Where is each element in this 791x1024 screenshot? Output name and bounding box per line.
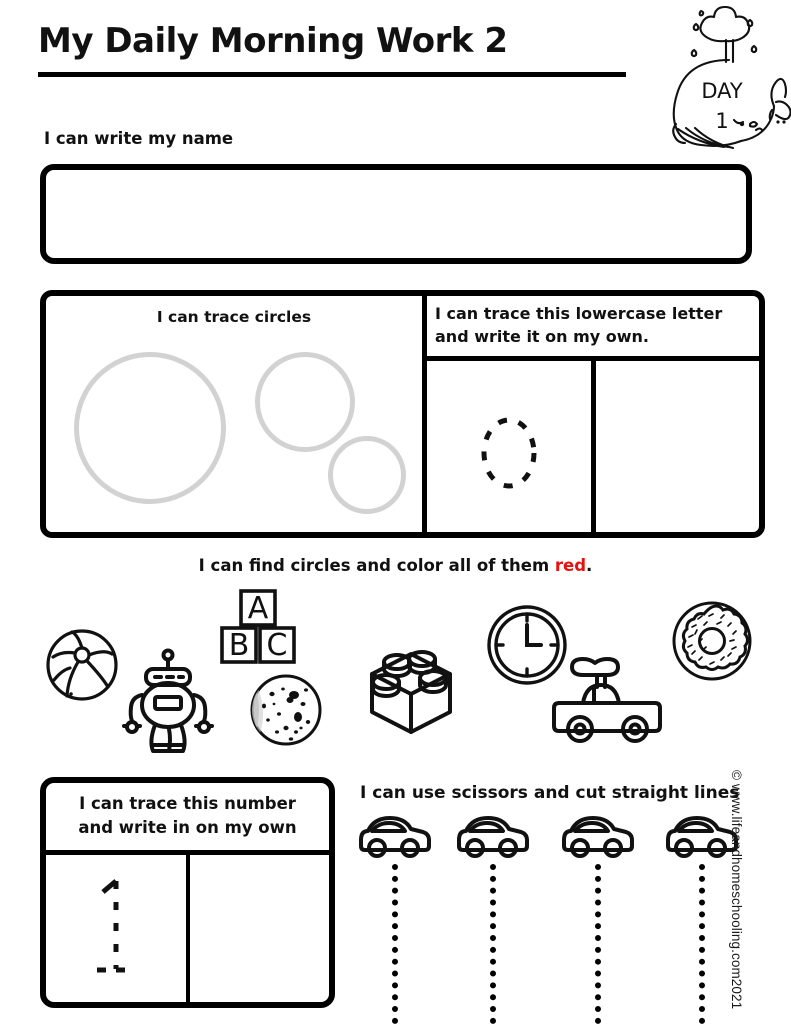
- find-circles-color-word: red: [554, 556, 587, 575]
- robot-icon[interactable]: [122, 647, 214, 757]
- block-letter-a: A: [247, 591, 269, 626]
- title-underline: [38, 72, 626, 77]
- trace-letter-pane: [427, 296, 759, 532]
- cut-lines-item-2[interactable]: [453, 810, 533, 860]
- trace-letter-title-line2: and write it on my own.: [435, 326, 650, 346]
- copyright-notice: © www.lifeandhomeschooling.com2021: [729, 770, 744, 1010]
- cut-lines-area: [355, 810, 775, 1024]
- trace-circle-medium[interactable]: [255, 352, 355, 452]
- day-number: 1: [715, 109, 729, 133]
- whale-icon: [630, 2, 790, 162]
- car-icon: [355, 810, 435, 860]
- find-circles-text-before: I can find circles and color all of them: [198, 556, 555, 575]
- trace-letter-title-line1: I can trace this lowercase letter: [435, 304, 723, 323]
- trace-number-cells: [46, 855, 329, 1002]
- car-icon: [453, 810, 533, 860]
- donut-icon[interactable]: [668, 597, 756, 685]
- cut-lines-item-3[interactable]: [558, 810, 638, 860]
- moon-icon[interactable]: [246, 670, 326, 750]
- find-circles-text-after: .: [586, 556, 593, 575]
- find-circles-objects: [0, 585, 791, 775]
- day-label: DAY: [701, 79, 743, 103]
- trace-letter-dashed-cell[interactable]: [427, 361, 596, 532]
- block-letter-c: C: [266, 628, 288, 663]
- dashed-letter-o-icon: [470, 391, 548, 503]
- cut-lines-title: I can use scissors and cut straight lines: [360, 783, 740, 803]
- toy-car-icon[interactable]: [547, 647, 667, 747]
- trace-circle-large[interactable]: [74, 352, 226, 504]
- name-section-label: I can write my name: [44, 129, 234, 148]
- beach-ball-icon[interactable]: [42, 625, 122, 705]
- trace-circle-small[interactable]: [328, 436, 406, 514]
- dashed-number-1-icon: [85, 873, 147, 983]
- abc-blocks-icon[interactable]: [212, 588, 304, 674]
- trace-circles-title: I can trace circles: [156, 308, 312, 326]
- trace-number-title-line2: and write in on my own: [78, 817, 297, 837]
- find-circles-instruction: [0, 556, 791, 575]
- trace-number-title: [46, 783, 329, 855]
- trace-circles-pane: [46, 296, 427, 532]
- trace-number-section: [40, 777, 335, 1008]
- trace-number-practice-cell[interactable]: [190, 855, 330, 1002]
- lego-brick-icon[interactable]: [364, 640, 458, 746]
- trace-letter-practice-cell[interactable]: [596, 361, 760, 532]
- trace-number-title-line1: I can trace this number: [79, 794, 296, 813]
- cut-line-2: [490, 864, 496, 1024]
- block-letter-b: B: [228, 628, 250, 663]
- trace-number-dashed-cell[interactable]: [46, 855, 190, 1002]
- cut-lines-item-1[interactable]: [355, 810, 435, 860]
- name-input-box[interactable]: [40, 164, 752, 264]
- whale-day-badge: [630, 2, 790, 162]
- trace-letter-title: [427, 296, 759, 361]
- trace-letter-cells: [427, 361, 759, 532]
- cut-line-1: [392, 864, 398, 1024]
- page-title: My Daily Morning Work 2: [38, 21, 508, 61]
- cut-line-3: [595, 864, 601, 1024]
- car-icon: [558, 810, 638, 860]
- trace-section: [40, 290, 765, 538]
- cut-line-4: [699, 864, 705, 1024]
